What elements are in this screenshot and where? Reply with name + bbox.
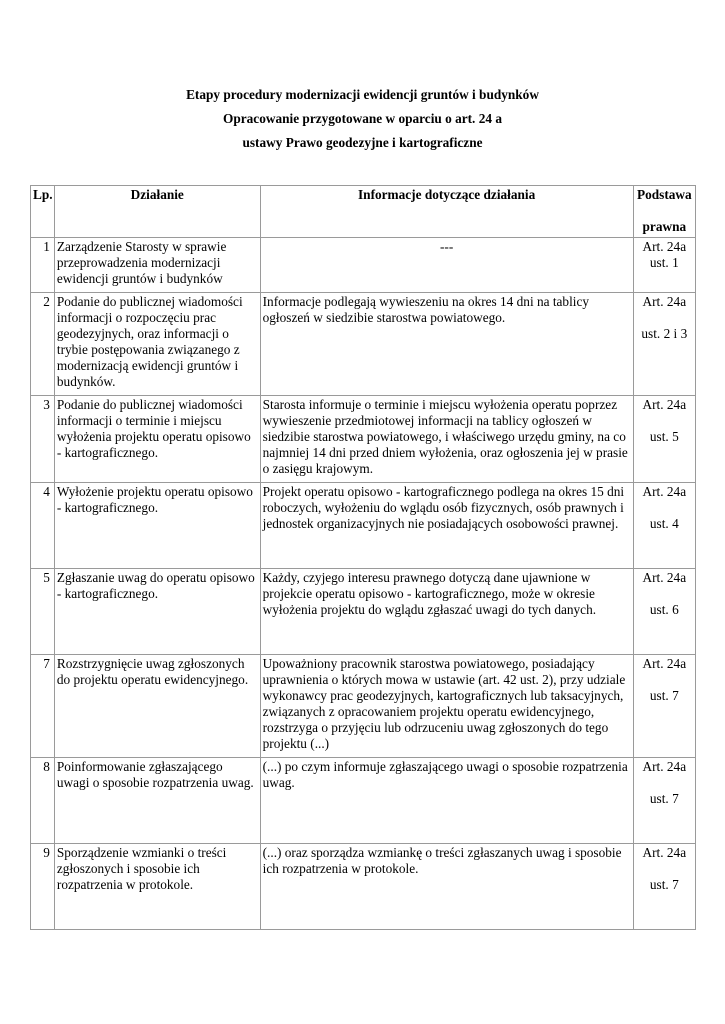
row-action: Podanie do publicznej wiadomości informacji o rozpoczęciu prac geodezyjnych, oraz informacji o trybie postępowania związanego z modernizacją ewidencji gruntów i budynków.	[54, 293, 260, 396]
row-basis-paragraph: ust. 7	[649, 877, 679, 892]
document-header	[0, 86, 725, 158]
row-action: Sporządzenie wzmianki o treści zgłoszonych i sposobie ich rozpatrzenia w protokole.	[54, 844, 260, 930]
row-number: 1	[31, 238, 55, 293]
row-number: 3	[31, 396, 55, 483]
row-basis-article: Art. 24a	[642, 397, 687, 412]
column-header-action: Działanie	[54, 186, 260, 238]
table-row	[31, 844, 696, 930]
column-header-info: Informacje dotyczące działania	[260, 186, 633, 238]
row-basis-article: Art. 24a	[642, 759, 687, 774]
row-action: Rozstrzygnięcie uwag zgłoszonych do projektu operatu ewidencyjnego.	[54, 655, 260, 758]
row-action: Zarządzenie Starosty w sprawie przeprowadzenia modernizacji ewidencji gruntów i budynków	[54, 238, 260, 293]
row-info: (...) po czym informuje zgłaszającego uwagi o sposobie rozpatrzenia uwag.	[260, 758, 633, 844]
row-basis	[633, 238, 695, 293]
table-row	[31, 238, 696, 293]
row-number: 8	[31, 758, 55, 844]
row-basis-article: Art. 24a	[642, 294, 687, 309]
table-row	[31, 293, 696, 396]
column-header-basis-line2: prawna	[642, 219, 687, 234]
table-header-row	[31, 186, 696, 238]
row-number: 9	[31, 844, 55, 930]
row-number: 5	[31, 569, 55, 655]
row-action: Podanie do publicznej wiadomości informacji o terminie i miejscu wyłożenia projektu operatu opisowo - kartograficznego.	[54, 396, 260, 483]
document-subtitle-2: ustawy Prawo geodezyjne i kartograficzne	[242, 135, 483, 150]
row-basis-article: Art. 24a	[642, 570, 687, 585]
row-info: ---	[260, 238, 633, 293]
row-basis-article: Art. 24a	[642, 239, 687, 254]
column-header-basis-line1: Podstawa	[636, 187, 692, 202]
row-basis-paragraph: ust. 7	[649, 688, 679, 703]
row-number: 7	[31, 655, 55, 758]
row-basis	[633, 483, 695, 569]
row-basis	[633, 844, 695, 930]
row-basis-article: Art. 24a	[642, 484, 687, 499]
document-subtitle: Opracowanie przygotowane w oparciu o art. 24 a	[223, 111, 502, 126]
row-basis	[633, 655, 695, 758]
table-row	[31, 758, 696, 844]
row-action: Zgłaszanie uwag do operatu opisowo - kartograficznego.	[54, 569, 260, 655]
row-number: 4	[31, 483, 55, 569]
row-basis	[633, 758, 695, 844]
row-basis-paragraph: ust. 4	[649, 516, 679, 531]
table-row	[31, 655, 696, 758]
row-basis-paragraph: ust. 2 i 3	[641, 326, 688, 341]
table-row	[31, 569, 696, 655]
column-header-lp: Lp.	[31, 186, 55, 238]
row-basis	[633, 293, 695, 396]
row-number: 2	[31, 293, 55, 396]
column-header-basis	[633, 186, 695, 238]
row-basis	[633, 569, 695, 655]
table-row	[31, 396, 696, 483]
row-info: Projekt operatu opisowo - kartograficznego podlega na okres 15 dni roboczych, wyłożeniu do wglądu osób fizycznych, osób prawnych i jednostek organizacyjnych nie posiadających osobowości prawnej.	[260, 483, 633, 569]
row-action: Poinformowanie zgłaszającego uwagi o sposobie rozpatrzenia uwag.	[54, 758, 260, 844]
row-info: (...) oraz sporządza wzmiankę o treści zgłaszanych uwag i sposobie ich rozpatrzenia w protokole.	[260, 844, 633, 930]
row-basis-article: Art. 24a	[642, 845, 687, 860]
row-basis-paragraph: ust. 5	[649, 429, 679, 444]
row-info: Upoważniony pracownik starostwa powiatowego, posiadający uprawnienia o których mowa w ustawie (art. 42 ust. 2), przy udziale wykonawcy prac geodezyjnych, kartograficznych lub taksacyjnych, związanych z opracowaniem projektu operatu ewidencyjnego, rozstrzyga o przyjęciu lub odrzuceniu uwag zgłoszonych do tego projektu (...)	[260, 655, 633, 758]
row-action: Wyłożenie projektu operatu opisowo - kartograficznego.	[54, 483, 260, 569]
row-basis	[633, 396, 695, 483]
row-info: Każdy, czyjego interesu prawnego dotyczą dane ujawnione w projekcie operatu opisowo - kartograficznego, może w okresie wyłożenia projektu do wglądu zgłaszać uwagi do tych danych.	[260, 569, 633, 655]
document-title: Etapy procedury modernizacji ewidencji gruntów i budynków	[186, 87, 539, 102]
procedure-table	[30, 185, 696, 930]
row-info: Informacje podlegają wywieszeniu na okres 14 dni na tablicy ogłoszeń w siedzibie starostwa powiatowego.	[260, 293, 633, 396]
row-basis-article: Art. 24a	[642, 656, 687, 671]
row-basis-paragraph: ust. 7	[649, 791, 679, 806]
row-basis-paragraph: ust. 1	[649, 255, 679, 270]
table-row	[31, 483, 696, 569]
row-info: Starosta informuje o terminie i miejscu wyłożenia operatu poprzez wywieszenie przedmiotowej informacji na tablicy ogłoszeń w siedzibie starostwa powiatowego, i właściwego urzędu gminy, na co najmniej 14 dni przed dniem wyłożenia, oraz ogłoszenia jej w prasie o zasięgu krajowym.	[260, 396, 633, 483]
row-basis-paragraph: ust. 6	[649, 602, 679, 617]
